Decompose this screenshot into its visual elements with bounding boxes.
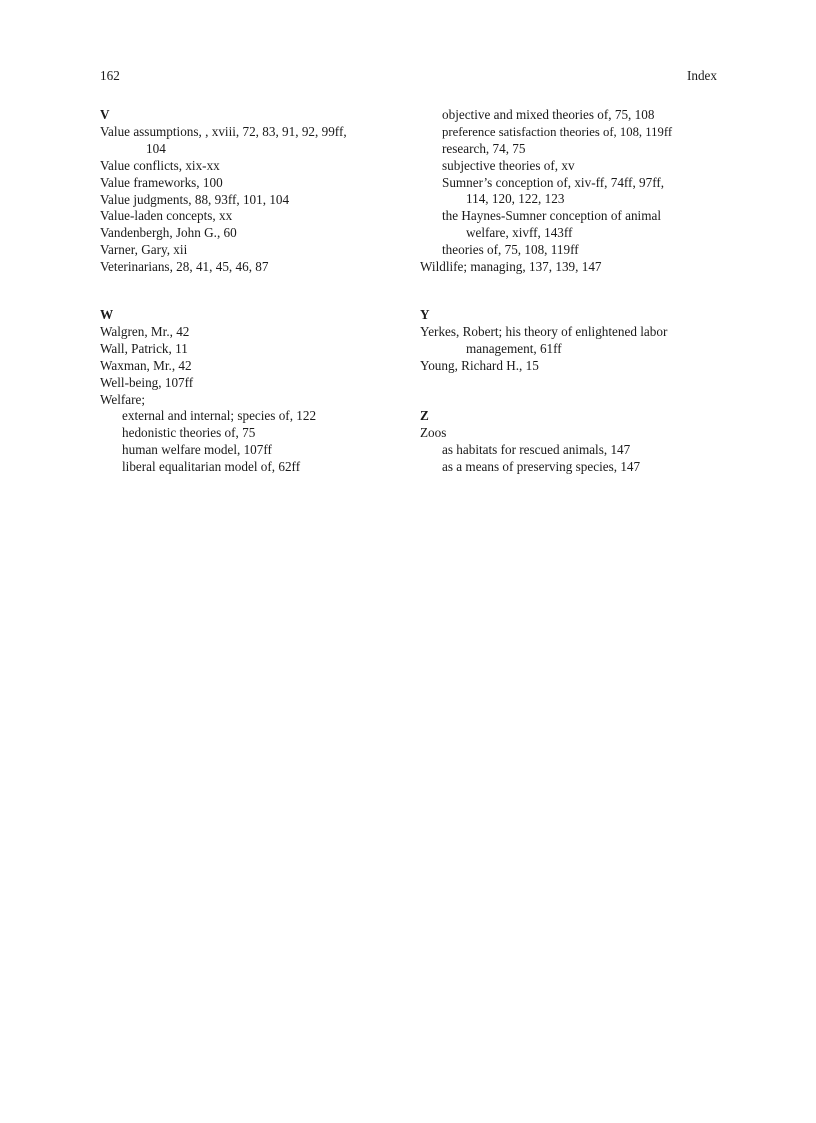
running-head bbox=[100, 68, 717, 85]
index-subentry: theories of, 75, 108, 119ff bbox=[442, 242, 579, 258]
page-number: 162 bbox=[100, 68, 120, 83]
index-entry: Zoos bbox=[420, 425, 447, 440]
index-subentry: human welfare model, 107ff bbox=[122, 442, 272, 458]
index-entry: Varner, Gary, xii bbox=[100, 242, 188, 258]
index-entry: Well-being, 107ff bbox=[100, 374, 194, 390]
index-subentry: Sumner’s conception of, xiv-ff, 74ff, 97ff, bbox=[442, 174, 665, 190]
index-entry: Value frameworks, 100 bbox=[100, 174, 223, 190]
running-head-title: Index bbox=[686, 68, 717, 83]
index-section-welfare-continued bbox=[420, 107, 672, 276]
index-subentry: external and internal; species of, 122 bbox=[122, 408, 317, 424]
index-entry: Walgren, Mr., 42 bbox=[100, 324, 190, 339]
section-letter-z: Z bbox=[420, 408, 429, 423]
index-entry: Yerkes, Robert; his theory of enlightened labor bbox=[420, 324, 668, 339]
index-entry: Value judgments, 88, 93ff, 101, 104 bbox=[100, 191, 290, 207]
index-entry: Value assumptions, , xviii, 72, 83, 91, 92, 99ff, bbox=[100, 124, 347, 139]
index-subentry: hedonistic theories of, 75 bbox=[122, 425, 256, 441]
index-entry: Vandenbergh, John G., 60 bbox=[100, 225, 237, 241]
index-section-w bbox=[100, 307, 316, 476]
index-entry-continuation: 114, 120, 122, 123 bbox=[466, 191, 565, 207]
index-subentry: the Haynes-Sumner conception of animal bbox=[442, 208, 661, 224]
index-subentry: objective and mixed theories of, 75, 108 bbox=[442, 107, 655, 122]
index-section-v bbox=[100, 107, 347, 276]
index-subentry: as a means of preserving species, 147 bbox=[442, 458, 641, 474]
index-entry: Welfare; bbox=[100, 391, 146, 407]
index-entry-continuation: management, 61ff bbox=[466, 340, 562, 356]
index-subentry: as habitats for rescued animals, 147 bbox=[442, 441, 631, 457]
index-entry-continuation: 104 bbox=[146, 140, 166, 156]
index-entry: Value-laden concepts, xx bbox=[100, 208, 233, 224]
index-entry-continuation: welfare, xivff, 143ff bbox=[466, 225, 573, 241]
index-subentry: subjective theories of, xv bbox=[442, 157, 575, 173]
index-subentry: liberal equalitarian model of, 62ff bbox=[122, 459, 301, 475]
index-entry: Veterinarians, 28, 41, 45, 46, 87 bbox=[100, 259, 269, 275]
index-entry: Wall, Patrick, 11 bbox=[100, 340, 188, 356]
index-subentry: research, 74, 75 bbox=[442, 140, 526, 156]
section-letter-v: V bbox=[100, 107, 110, 122]
section-letter-y: Y bbox=[420, 307, 430, 322]
index-subentry: preference satisfaction theories of, 108, 119ff bbox=[442, 124, 673, 139]
section-letter-w: W bbox=[100, 307, 114, 322]
index-entry: Waxman, Mr., 42 bbox=[100, 357, 192, 373]
index-entry: Value conflicts, xix-xx bbox=[100, 157, 220, 173]
index-section-z bbox=[420, 408, 640, 476]
index-entry: Wildlife; managing, 137, 139, 147 bbox=[420, 259, 602, 275]
index-section-y bbox=[420, 307, 667, 375]
index-entry: Young, Richard H., 15 bbox=[420, 357, 539, 373]
